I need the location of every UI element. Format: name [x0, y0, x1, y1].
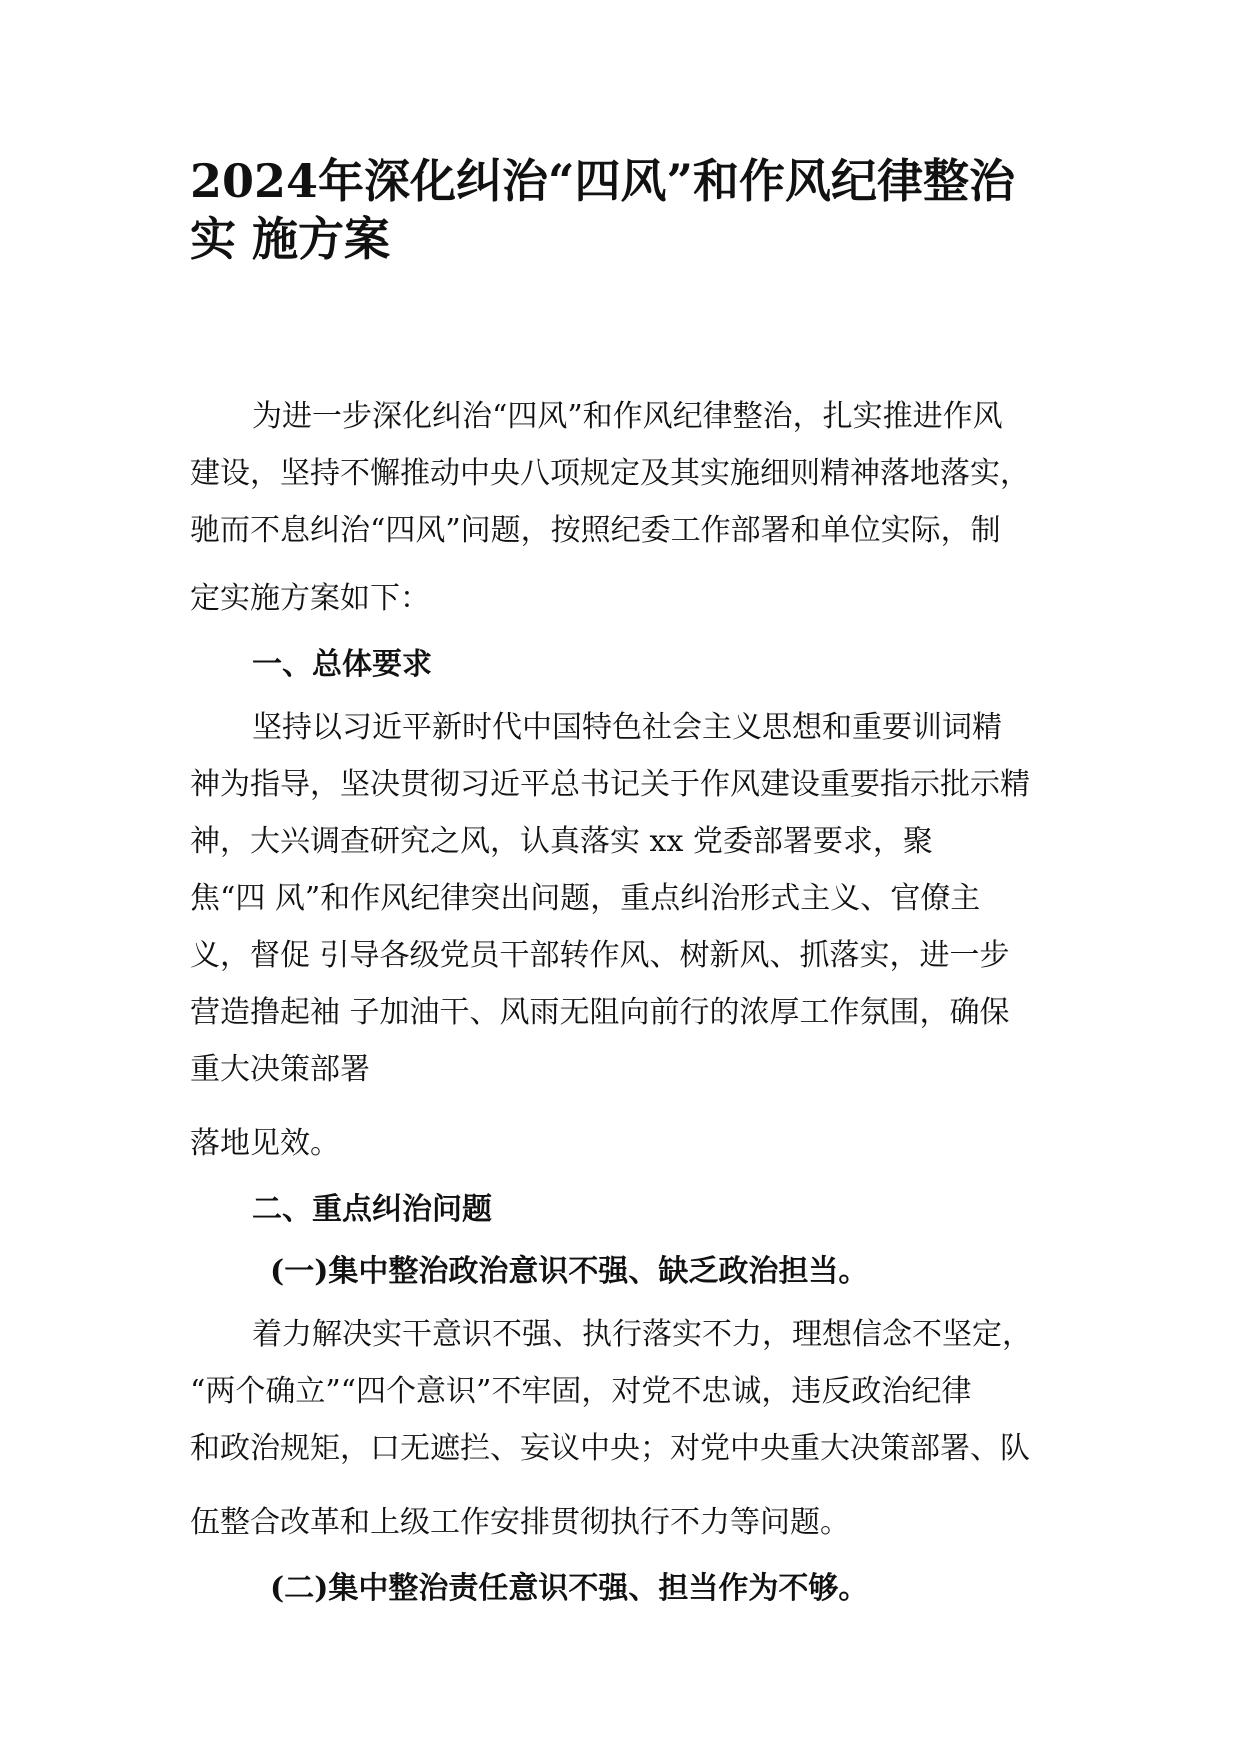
- document-title: [190, 152, 1070, 268]
- section1-line: 焦“四 风”和作风纪律突出问题，重点纠治形式主义、官僚主: [190, 881, 981, 916]
- subsection1-line: 着力解决实干意识不强、执行落实不力，理想信念不坚定，: [252, 1317, 1032, 1352]
- subsection1-line: 和政治规矩，口无遮拦、妄议中央；对党中央重大决策部署、队: [190, 1431, 1030, 1466]
- section1-line: 神，大兴调查研究之风，认真落实 xx 党委部署要求，聚: [190, 824, 933, 859]
- subsection-heading-1: (一)集中整治政治意识不强、缺乏政治担当。: [270, 1254, 869, 1289]
- section-heading-overall-requirements: 一、总体要求: [252, 647, 432, 682]
- title-line-2: 实 施方案: [190, 212, 391, 266]
- section1-line: 落地见效。: [190, 1126, 340, 1161]
- section1-line: 神为指导，坚决贯彻习近平总书记关于作风建设重要指示批示精: [190, 767, 1030, 802]
- intro-line: 建设，坚持不懈推动中央八项规定及其实施细则精神落地落实，: [190, 456, 1030, 491]
- subsection1-line: “两个确立”“四个意识”不牢固，对党不忠诚，违反政治纪律: [190, 1374, 972, 1409]
- intro-line: 驰而不息纠治“四风”问题，按照纪委工作部署和单位实际，制: [190, 513, 1001, 548]
- subsection-heading-2: (二)集中整治责任意识不强、担当作为不够。: [270, 1571, 869, 1606]
- title-line-1: 2024年深化纠治“四风”和作风纪律整治: [190, 154, 1015, 208]
- section-heading-key-issues: 二、重点纠治问题: [252, 1192, 492, 1227]
- subsection1-line: 伍整合改革和上级工作安排贯彻执行不力等问题。: [190, 1505, 850, 1540]
- section1-line: 坚持以习近平新时代中国特色社会主义思想和重要训词精: [252, 710, 1002, 745]
- intro-line: 为进一步深化纠治“四风”和作风纪律整治，扎实推进作风: [252, 399, 1003, 434]
- section1-line: 义，督促 引导各级党员干部转作风、树新风、抓落实，进一步: [190, 938, 1010, 973]
- intro-line: 定实施方案如下：: [190, 581, 430, 616]
- section1-line: 营造撸起袖 子加油干、风雨无阻向前行的浓厚工作氛围，确保: [190, 995, 1010, 1030]
- section1-line: 重大决策部署: [190, 1052, 370, 1087]
